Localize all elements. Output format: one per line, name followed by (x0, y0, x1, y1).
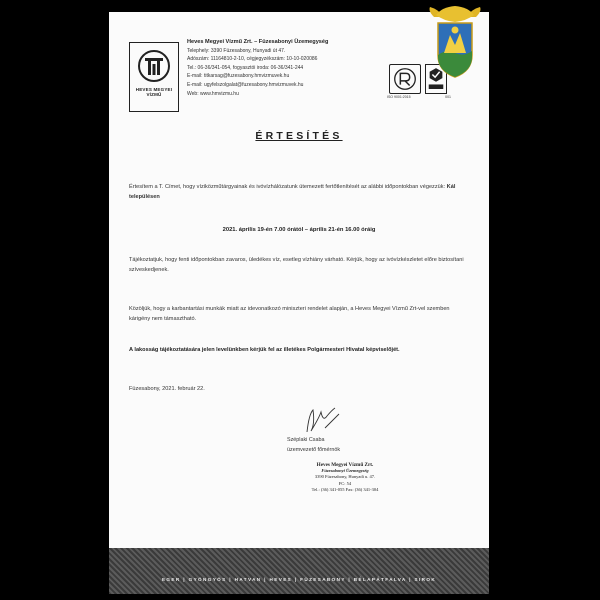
footer-towns: EGER | GYÖNGYÖS | HATVAN | HEVES | FÜZESABONY | BÉLAPÁTFALVA | SIROK (161, 577, 437, 582)
signatory-name: Széplaki Csaba (287, 437, 325, 443)
letterhead-info (187, 38, 397, 98)
signatory-role: üzemvezető főmérnök (287, 446, 341, 453)
site-address: Telephely: 3390 Füzesabony, Hunyadi út 47. (187, 47, 286, 54)
stamp-phone: Tel.: (36) 341-055 Fax: (36) 341-304 (311, 486, 379, 492)
liability-paragraph: Közöljük, hogy a karbantartási munkák miatt az idevonatkozó miniszteri rendelet alapján, a Heves Megyei Vízmű Zrt-vel szemben kárigény nem támasztható. (129, 306, 450, 323)
email-customer-service: E-mail: ugyfelszolgalat@fuzesabony.hmvizmuvek.hu (187, 81, 304, 88)
company-stamp (285, 462, 405, 493)
ukas-label: 001 (445, 95, 451, 99)
town-name: Kál településen (129, 184, 456, 201)
certification-labels (387, 95, 451, 99)
water-tower-icon (134, 49, 174, 83)
website: Web: www.hmvizmu.hu (187, 90, 239, 97)
request-paragraph: A lakosság tájékoztatására jelen levelünkben kérjük fel az illetékes Polgármesteri Hivatal képviselőjét. (129, 347, 400, 353)
email-secretariat: E-mail: titkarsag@fuzesabony.hmvizmuvek.hu (187, 73, 290, 80)
schedule-date-line: 2021. április 19-én 7.00 órától – április 21-én 16.00 óráig (222, 227, 376, 233)
company-logo (129, 42, 179, 112)
signatory (287, 436, 367, 455)
stamp-unit: Füzesabonyi Üzemegység (321, 468, 369, 474)
intro-paragraph (129, 182, 464, 203)
document-title: ÉRTESÍTÉS (255, 130, 343, 142)
place-and-date: Füzesabony, 2021. február 22. (129, 386, 205, 392)
tax-number: Adószám: 11164810-2-10, cégjegyzékszám: 10-10-020086 (187, 56, 318, 63)
coat-of-arms-icon (426, 5, 484, 83)
stamp-company: Heves Megyei Vízmű Zrt. (316, 462, 374, 468)
footer-band (109, 548, 489, 594)
company-name: Heves Megyei Vízmű Zrt. – Füzesabonyi Üzemegység (187, 39, 329, 45)
stamp-address: 3390 Füzesabony, Hunyadi u. 47. (314, 474, 376, 480)
document-page (109, 12, 489, 594)
logo-text: HEVES MEGYEI VÍZMŰ (135, 87, 173, 97)
phone-numbers: Tel.: 06-36/341-054, fogyasztói iroda: 06-36/341-244 (187, 64, 304, 71)
stamp-code: FC: 54 (338, 480, 352, 486)
water-quality-paragraph: Tájékoztatjuk, hogy fenti időpontokban zavaros, üledékes víz, esetleg vízhiány várható. Kérjük, hogy az ivóvízkészletet előre biztosítani szíveskedjenek. (129, 257, 464, 274)
quality-cert-icon (389, 64, 421, 94)
handwritten-signature (299, 404, 349, 436)
intro-text: Értesítem a T. Címet, hogy víziközműtárgyainak és ivóvízhálózatunk ütemezett fertőtlenítését az alábbi időpontokban végezzük: (129, 184, 446, 190)
iso-label: ISO 9001:2015 (387, 95, 411, 99)
